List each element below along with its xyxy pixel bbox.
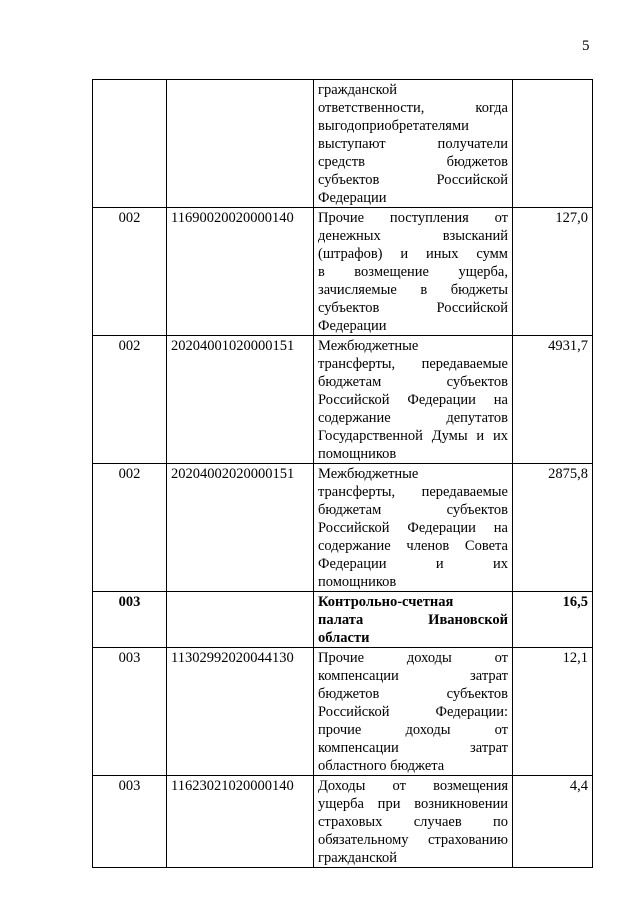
- description-line: Федерации: [318, 318, 387, 334]
- classification-code-cell: 11302992020044130: [167, 648, 314, 776]
- admin-code-cell: 002: [93, 336, 167, 464]
- admin-code-cell: 002: [93, 464, 167, 592]
- description-line: содержание депутатов: [318, 410, 508, 426]
- classification-code-cell: [167, 592, 314, 648]
- description-line: (штрафов) и иных сумм: [318, 246, 508, 262]
- admin-code-cell: 003: [93, 648, 167, 776]
- description-line: обязательному страхованию: [318, 832, 508, 848]
- description-line: гражданской: [318, 82, 397, 98]
- description-line: трансферты, передаваемые: [318, 484, 508, 500]
- description-line: денежных взысканий: [318, 228, 508, 244]
- amount-cell: 12,1: [513, 648, 593, 776]
- classification-code-cell: 11690020020000140: [167, 208, 314, 336]
- table-body: [93, 80, 593, 868]
- description-line: бюджетам субъектов: [318, 502, 508, 518]
- description-line: страховых случаев по: [318, 814, 508, 830]
- description-line: выгодоприобретателями: [318, 118, 469, 134]
- description-line: Российской Федерации на: [318, 392, 508, 408]
- description-line: Государственной Думы и их: [318, 428, 508, 444]
- description-line: ответственности, когда: [318, 100, 508, 116]
- table-row: [93, 592, 593, 648]
- description-line: прочие доходы от: [318, 722, 508, 738]
- amount-cell: 16,5: [513, 592, 593, 648]
- description-line: гражданской: [318, 850, 397, 866]
- description-cell: [314, 336, 513, 464]
- description-line: Федерации и их: [318, 556, 508, 572]
- table-row: [93, 80, 593, 208]
- admin-code-cell: 002: [93, 208, 167, 336]
- classification-code-cell: [167, 80, 314, 208]
- description-line: зачисляемые в бюджеты: [318, 282, 508, 298]
- description-line: средств бюджетов: [318, 154, 508, 170]
- description-line: трансферты, передаваемые: [318, 356, 508, 372]
- description-line: ущерба при возникновении: [318, 796, 508, 812]
- description-line: бюджетов субъектов: [318, 686, 508, 702]
- description-cell: [314, 464, 513, 592]
- table-row: [93, 464, 593, 592]
- description-cell: [314, 592, 513, 648]
- description-line: выступают получатели: [318, 136, 508, 152]
- description-line: области: [318, 630, 370, 646]
- description-cell: [314, 208, 513, 336]
- amount-cell: 4931,7: [513, 336, 593, 464]
- description-line: областного бюджета: [318, 758, 445, 774]
- revenue-table: [92, 79, 593, 868]
- description-line: субъектов Российской: [318, 172, 508, 188]
- description-line: помощников: [318, 446, 397, 462]
- admin-code-cell: [93, 80, 167, 208]
- description-cell: [314, 776, 513, 868]
- amount-cell: 127,0: [513, 208, 593, 336]
- description-line: Прочие доходы от: [318, 650, 508, 666]
- description-line: Доходы от возмещения: [318, 778, 508, 794]
- description-line: Межбюджетные: [318, 338, 419, 354]
- classification-code-cell: 20204001020000151: [167, 336, 314, 464]
- description-line: субъектов Российской: [318, 300, 508, 316]
- page-number: 5: [582, 38, 590, 54]
- amount-cell: 2875,8: [513, 464, 593, 592]
- classification-code-cell: 11623021020000140: [167, 776, 314, 868]
- description-line: Российской Федерации:: [318, 704, 508, 720]
- description-line: компенсации затрат: [318, 740, 508, 756]
- description-line: Российской Федерации на: [318, 520, 508, 536]
- table-row: [93, 336, 593, 464]
- description-cell: [314, 648, 513, 776]
- description-line: Федерации: [318, 190, 387, 206]
- description-line: помощников: [318, 574, 397, 590]
- table-row: [93, 776, 593, 868]
- description-line: содержание членов Совета: [318, 538, 508, 554]
- description-line: компенсации затрат: [318, 668, 508, 684]
- description-line: в возмещение ущерба,: [318, 264, 508, 280]
- description-line: палата Ивановской: [318, 612, 508, 628]
- amount-cell: 4,4: [513, 776, 593, 868]
- amount-cell: [513, 80, 593, 208]
- description-line: Контрольно-счетная: [318, 594, 454, 610]
- table-row: [93, 208, 593, 336]
- classification-code-cell: 20204002020000151: [167, 464, 314, 592]
- description-line: Межбюджетные: [318, 466, 419, 482]
- table-row: [93, 648, 593, 776]
- description-line: Прочие поступления от: [318, 210, 508, 226]
- description-cell: [314, 80, 513, 208]
- admin-code-cell: 003: [93, 776, 167, 868]
- description-line: бюджетам субъектов: [318, 374, 508, 390]
- admin-code-cell: 003: [93, 592, 167, 648]
